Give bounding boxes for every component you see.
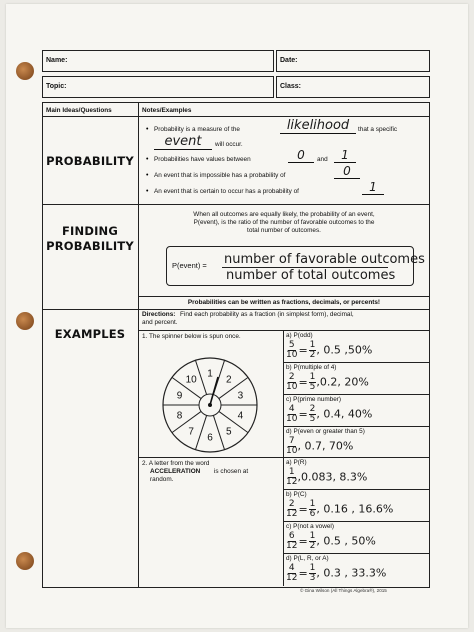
part-divider xyxy=(283,489,430,490)
column-divider xyxy=(138,102,139,588)
part-label: d) P(even or greater than 5) xyxy=(286,428,365,435)
range-and: and xyxy=(317,156,328,163)
fraction-denominator: 10 xyxy=(286,350,298,360)
impossible-text: An event that is impossible has a probability of xyxy=(154,172,286,179)
blank-impossible: 0 xyxy=(334,164,360,179)
spinner-number: 2 xyxy=(226,374,232,386)
fraction-denominator: 3 xyxy=(309,573,316,583)
finding-description-1: When all outcomes are equally likely, the probability of an event, xyxy=(193,211,375,218)
decimal-percent: , 0.16 , 16.6% xyxy=(316,502,394,516)
finding-description-2: P(event), is the ratio of the number of favorable outcomes to the xyxy=(193,219,375,226)
spinner-number: 6 xyxy=(207,432,213,444)
part-answer xyxy=(286,437,353,456)
decimal-percent: , 0.4, 40% xyxy=(316,407,373,421)
class-field[interactable] xyxy=(276,76,430,98)
bullet-icon: • xyxy=(146,188,149,195)
blank-likelihood: likelihood xyxy=(280,118,356,134)
blank-zero: 0 xyxy=(288,148,314,163)
fraction-numerator: 4 xyxy=(288,563,295,573)
spinner-number: 4 xyxy=(237,410,244,422)
blank-certain: 1 xyxy=(362,180,384,195)
bullet-icon: • xyxy=(146,156,149,163)
topic-label: Topic: xyxy=(46,83,67,90)
fraction-numerator: 7 xyxy=(288,436,295,446)
fraction-numerator: 2 xyxy=(288,372,295,382)
bullet-icon: • xyxy=(146,172,149,179)
problem-2-text-1: 2. A letter from the word xyxy=(142,460,210,467)
formula-label: P(event) = xyxy=(172,261,207,270)
binder-hole-bottom xyxy=(16,552,34,570)
formats-note: Probabilities can be written as fractions, decimals, or percents! xyxy=(187,299,381,306)
formula-denominator: number of total outcomes xyxy=(226,268,396,283)
date-label: Date: xyxy=(280,57,298,64)
problem-2-word: ACCELERATION xyxy=(150,468,201,475)
spinner-arrow xyxy=(210,377,218,405)
spinner-number: 10 xyxy=(185,374,197,386)
formula-numerator: number of favorable outcomes xyxy=(224,252,425,267)
blank-one: 1 xyxy=(334,148,356,163)
decimal-percent: , 0.3 , 33.3% xyxy=(316,566,387,580)
part-label: c) P(not a vowel) xyxy=(286,523,334,530)
row-divider xyxy=(42,204,430,205)
def-text-2: that a specific xyxy=(358,126,398,133)
part-label: b) P(C) xyxy=(286,491,307,498)
part-divider xyxy=(283,553,430,554)
copyright-footer: © Gina Wilson (All Things Algebra®), 2015 xyxy=(300,588,387,593)
fraction-denominator: 12 xyxy=(286,573,298,583)
decimal-percent: , 0.7, 70% xyxy=(297,439,354,453)
fraction-numerator: 5 xyxy=(288,340,295,350)
part-answer xyxy=(286,468,367,487)
part-label: d) P(L, R, or A) xyxy=(286,555,329,562)
fraction-numerator: 4 xyxy=(288,404,295,414)
decimal-percent: , 0.5 ,50% xyxy=(316,343,373,357)
fraction-denominator: 12 xyxy=(286,509,298,519)
spinner xyxy=(160,355,260,455)
spinner-number: 8 xyxy=(176,410,183,422)
def-text-1: Probability is a measure of the xyxy=(154,126,240,133)
column-header-notes: Notes/Examples xyxy=(142,107,192,114)
fraction-denominator: 2 xyxy=(309,350,316,360)
spinner-spoke xyxy=(195,360,206,394)
spinner-number: 9 xyxy=(176,390,183,402)
directions-label: Directions: xyxy=(142,311,176,318)
fraction-numerator: 1 xyxy=(309,531,316,541)
spinner-number: 3 xyxy=(237,390,244,402)
blank-event: event xyxy=(154,134,212,150)
section-title-finding-line1: FINDING xyxy=(61,224,119,238)
part-label: a) P(R) xyxy=(286,459,307,466)
part-label: c) P(prime number) xyxy=(286,396,342,403)
section-title-probability: PROBABILITY xyxy=(46,154,134,168)
spinner-number: 1 xyxy=(207,368,213,380)
fraction-numerator: 6 xyxy=(288,531,295,541)
section-title-examples: EXAMPLES xyxy=(54,327,126,341)
part-answer: $\frac{6}{12}$ = $\frac{1}{2}$ , 0.5 , 50% xyxy=(286,531,376,551)
binder-hole-middle xyxy=(16,312,34,330)
name-label: Name: xyxy=(46,57,68,64)
row-divider xyxy=(139,457,430,458)
row-divider xyxy=(42,116,430,117)
fraction-denominator: 10 xyxy=(286,446,298,456)
part-label: b) P(multiple of 4) xyxy=(286,364,337,371)
section-title-finding-line2: PROBABILITY xyxy=(46,239,134,253)
topic-field[interactable] xyxy=(42,76,274,98)
row-divider xyxy=(139,296,430,297)
def-text-3: will occur. xyxy=(215,141,243,148)
part-divider xyxy=(283,426,430,427)
part-answer: $\frac{2}{12}$ = $\frac{1}{6}$ , 0.16 , 16.6% xyxy=(286,499,394,519)
decimal-percent: ,0.083, 8.3% xyxy=(297,470,368,484)
column-header-main-ideas: Main Ideas/Questions xyxy=(46,107,112,114)
fraction-denominator: 10 xyxy=(286,414,298,424)
fraction-numerator: 1 xyxy=(309,340,316,350)
spinner-number: 5 xyxy=(226,426,232,438)
decimal-percent: , 0.5 , 50% xyxy=(316,534,376,548)
bullet-icon: • xyxy=(146,126,149,133)
fraction-denominator: 5 xyxy=(309,414,316,424)
fraction-numerator: 2 xyxy=(309,404,316,414)
name-field[interactable] xyxy=(42,50,274,72)
fraction-denominator: 6 xyxy=(309,509,316,519)
problem-2-text-2: is chosen at xyxy=(214,468,249,475)
fraction-denominator: 10 xyxy=(286,382,298,392)
spinner-spoke xyxy=(219,411,248,432)
fraction-denominator: 12 xyxy=(286,541,298,551)
part-answer: $\frac{2}{10}$ = $\frac{1}{5}$ ,0.2, 20% xyxy=(286,372,369,392)
spinner-spoke xyxy=(195,415,206,449)
part-answer: $\frac{4}{12}$ = $\frac{1}{3}$ , 0.3 , 33.3% xyxy=(286,563,387,583)
certain-text: An event that is certain to occur has a probability of xyxy=(154,188,299,195)
directions-text-1: Find each probability as a fraction (in simplest form), decimal, xyxy=(180,311,354,318)
spinner-spoke xyxy=(213,415,224,449)
directions-text-2: and percent. xyxy=(142,319,178,326)
decimal-percent: ,0.2, 20% xyxy=(316,375,369,389)
fraction-numerator: 1 xyxy=(309,563,316,573)
fraction-denominator: 5 xyxy=(309,382,316,392)
range-text: Probabilities have values between xyxy=(154,156,251,163)
class-label: Class: xyxy=(280,83,302,90)
part-label: a) P(odd) xyxy=(286,332,313,339)
fraction-denominator: 12 xyxy=(286,477,298,487)
part-answer: $\frac{5}{10}$ = $\frac{1}{2}$ , 0.5 ,50% xyxy=(286,340,373,360)
spinner-number: 7 xyxy=(188,426,194,438)
fraction-numerator: 1 xyxy=(309,372,316,382)
fraction-numerator: 1 xyxy=(288,467,295,477)
fraction-numerator: 2 xyxy=(288,499,295,509)
fraction-numerator: 1 xyxy=(309,499,316,509)
fraction-denominator: 2 xyxy=(309,541,316,551)
problem-1-text: 1. The spinner below is spun once. xyxy=(142,333,241,340)
part-answer: $\frac{4}{10}$ = $\frac{2}{5}$ , 0.4, 40% xyxy=(286,404,373,424)
binder-hole-top xyxy=(16,62,34,80)
finding-description-3: total number of outcomes. xyxy=(247,227,321,234)
row-divider xyxy=(139,330,430,331)
spinner-spoke xyxy=(219,374,248,398)
problem-2-text-3: random. xyxy=(150,476,174,483)
date-field[interactable] xyxy=(276,50,430,72)
part-divider xyxy=(283,362,430,363)
part-divider xyxy=(283,394,430,395)
part-divider xyxy=(283,521,430,522)
